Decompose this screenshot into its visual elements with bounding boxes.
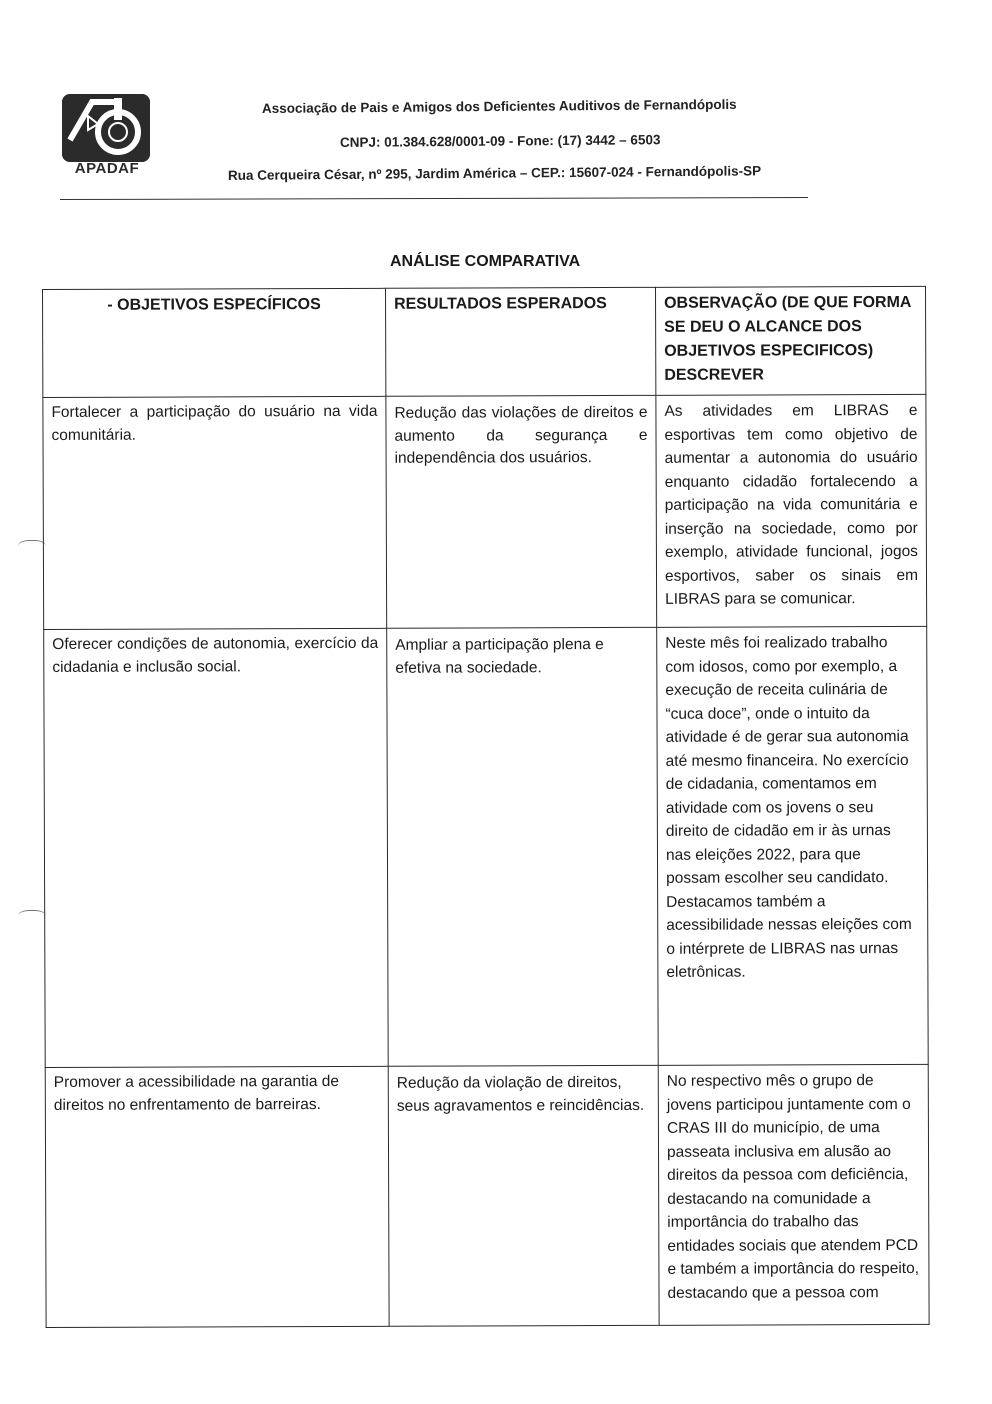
cell-objetivo: Promover a acessibilidade na garantia de direitos no enfrentamento de barreiras. [45, 1066, 389, 1327]
org-cnpj-phone: CNPJ: 01.384.628/0001-09 - Fone: (17) 3442 – 6503 [339, 132, 661, 150]
paper-fold-mark [18, 910, 46, 925]
cell-resultado: Redução das violações de direitos e aumento da segurança e independência dos usuários. [386, 395, 657, 628]
cell-observacao: No respectivo mês o grupo de jovens participou juntamente com o CRAS III do município, de uma passeata inclusiva em alusão ao direitos da pessoa com deficiência, destacando na comunidade a importância do trabalho das entidades sociais que atendem PCD e também a importância do respeito, destacando que a pessoa com [658, 1064, 929, 1325]
comparative-table [42, 286, 930, 1328]
cell-observacao: Neste mês foi realizado trabalho com idosos, como por exemplo, a execução de receita culinária de “cuca doce”, onde o intuito da atividade é de gerar sua autonomia até mesmo financeira. No exercício de cidadania, comentamos em atividade com os jovens o seu direito de cidadão em ir às urnas nas eleições 2022, para que possam escolher seu candidato. Destacamos também a acessibilidade nessas eleições com o intérprete de LIBRAS nas urnas eletrônicas. [657, 626, 929, 1065]
header-objetivos: - OBJETIVOS ESPECÍFICOS [43, 288, 386, 397]
cell-objetivo: Oferecer condições de autonomia, exercício da cidadania e inclusão social. [44, 628, 389, 1067]
header-resultados: RESULTADOS ESPERADOS [385, 287, 655, 396]
logo-ear-icon [62, 94, 150, 162]
cell-resultado: Redução da violação de direitos, seus agravamentos e reincidências. [388, 1065, 659, 1326]
table-row [45, 1064, 929, 1327]
paper-fold-mark [18, 540, 46, 555]
cell-observacao: As atividades em LIBRAS e esportivas tem como objetivo de aumentar a autonomia do usuário enquanto cidadão fortalecendo a participação na vida comunitária e inserção na sociedade, como por exemplo, atividade funcional, jogos esportivos, saber os sinais em LIBRAS para se comunicar. [656, 394, 927, 627]
header-observacao: OBSERVAÇÃO (DE QUE FORMA SE DEU O ALCANCE DOS OBJETIVOS ESPECIFICOS) DESCREVER [655, 286, 925, 395]
page-title: ANÁLISE COMPARATIVA [390, 253, 581, 270]
cell-objetivo: Fortalecer a participação do usuário na vida comunitária. [43, 396, 387, 629]
table-header-row [43, 286, 926, 397]
cell-resultado: Ampliar a participação plena e efetiva na sociedade. [387, 627, 659, 1066]
table-row [43, 394, 927, 629]
table-row [44, 626, 929, 1067]
header-divider [60, 197, 808, 200]
logo-text: APADAF [74, 160, 140, 177]
apadaf-logo [60, 94, 154, 182]
logo-emblem [62, 94, 150, 162]
org-address: Rua Cerqueira César, nº 295, Jardim América – CEP.: 15607-024 - Fernandópolis-SP [227, 163, 762, 183]
org-name: Associação de Pais e Amigos dos Deficientes Auditivos de Fernandópolis [261, 96, 737, 116]
